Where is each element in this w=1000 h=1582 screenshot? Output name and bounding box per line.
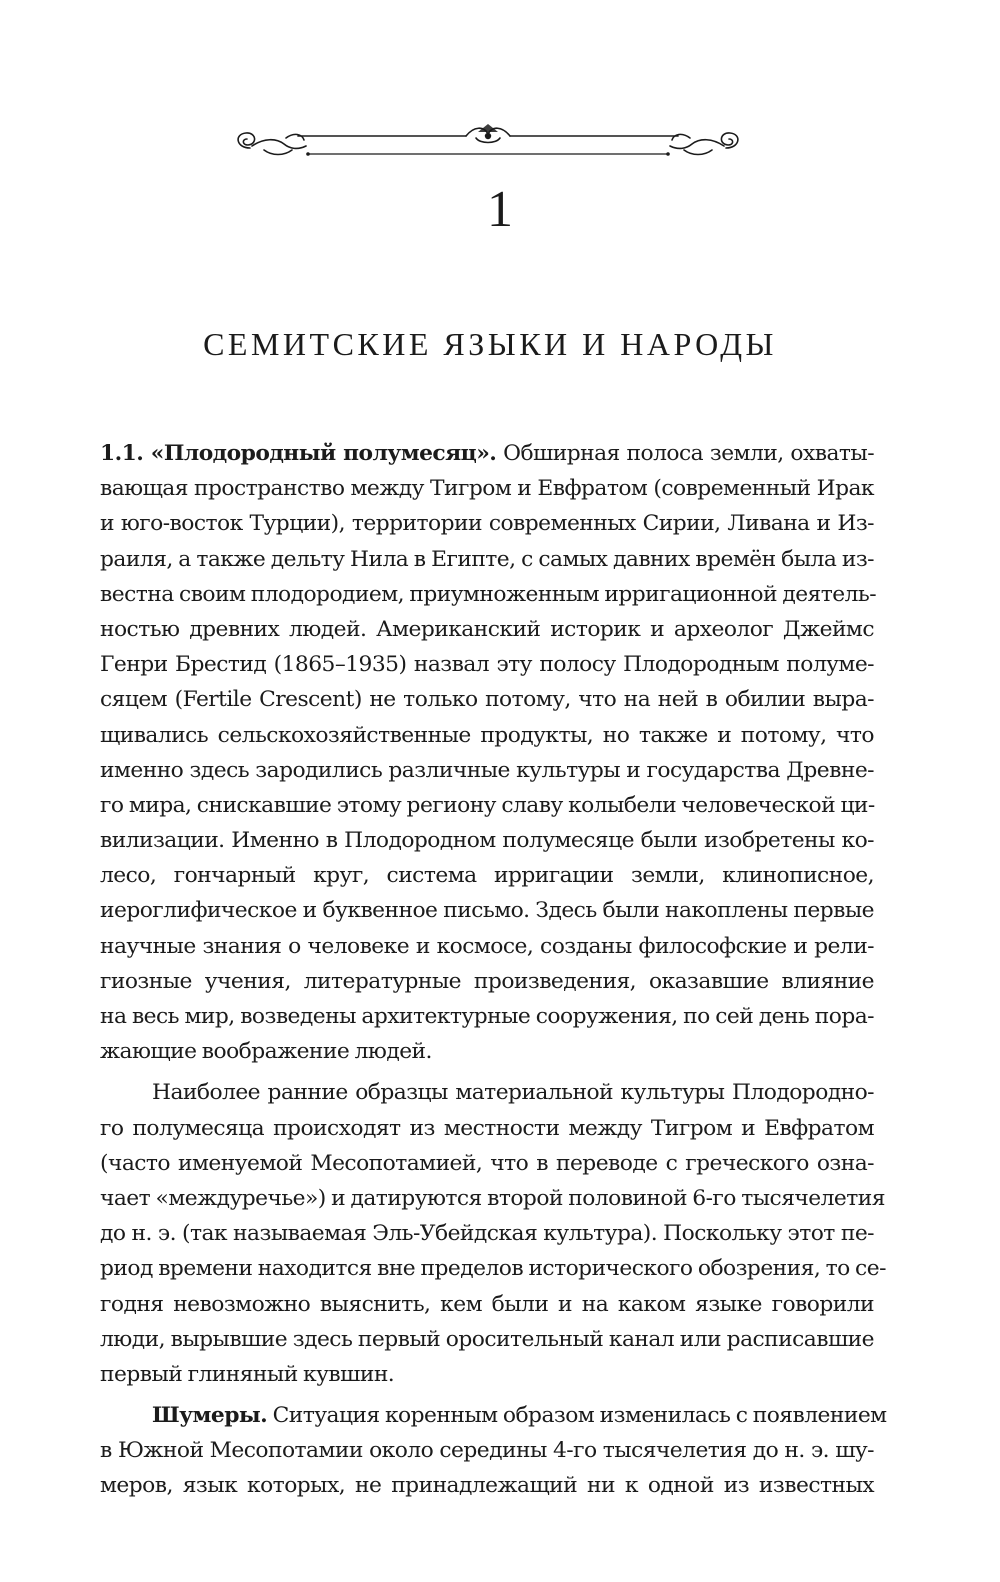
line-text: гиозные учения, литературные произведения, оказавшие влияние [100, 968, 874, 994]
line-text: меров, язык которых, не принадлежащий ни к одной из известных [100, 1473, 874, 1499]
text-line [100, 718, 874, 753]
text-line [100, 1322, 874, 1357]
line-text: и юго-восток Турции), территории современных Сирии, Ливана и Из- [100, 511, 874, 537]
text-line [100, 1034, 874, 1069]
text-line [100, 1216, 874, 1251]
line-text: го мира, снискавшие этому региону славу колыбели человеческой ци- [100, 792, 875, 818]
line-text: Генри Брестид (1865–1935) назвал эту полосу Плодородным полуме- [100, 652, 874, 678]
chapter-title: СЕМИТСКИЕ ЯЗЫКИ И НАРОДЫ [203, 326, 777, 362]
line-text: годня невозможно выяснить, кем были и на каком языке говорили [100, 1291, 874, 1317]
line-text: сяцем (Fertile Crescent) не только потому, что на ней в обилии выра- [100, 687, 874, 713]
line-text: раиля, а также дельту Нила в Египте, с самых давних времён была из- [100, 546, 874, 572]
paragraph [100, 436, 877, 1069]
line-text: риод времени находится вне пределов исторического обозрения, то се- [100, 1256, 886, 1282]
line-text: лесо, гончарный круг, система ирригации земли, клинописное, [100, 863, 874, 889]
paragraph [100, 1075, 886, 1392]
text-line [100, 436, 874, 471]
text-line [100, 823, 874, 858]
line-text: на весь мир, возведены архитектурные сооружения, по сей день пора- [100, 1004, 874, 1029]
line-text: именно здесь зародились различные культуры и государства Древне- [100, 757, 874, 783]
text-line [100, 471, 874, 506]
text-line [100, 788, 874, 823]
text-line [100, 1146, 874, 1181]
text-line [100, 1357, 874, 1392]
text-line [100, 1181, 885, 1216]
line-text: го полумесяца происходят из местности между Тигром и Евфратом [100, 1115, 874, 1141]
text-line [100, 1398, 887, 1433]
text-line [100, 753, 874, 788]
line-text: люди, вырывшие здесь первый оросительный канал или расписавшие [100, 1326, 874, 1352]
text-line [100, 682, 874, 717]
line-text: Ситуация коренным образом изменилась с появлением [267, 1403, 887, 1429]
text-line [100, 1433, 874, 1468]
line-text: жающие воображение людей. [100, 1039, 432, 1065]
text-line [100, 1468, 874, 1503]
line-text: Обширная полоса земли, охваты- [496, 441, 875, 466]
line-text: иероглифическое и буквенное письмо. Здесь были накоплены первые [100, 898, 874, 924]
paragraph [100, 1398, 887, 1504]
line-text: ностью древних людей. Американский историк и археолог Джеймс [100, 616, 874, 642]
line-text: щивались сельскохозяйственные продукты, но также и потому, что [100, 722, 874, 748]
text-line [100, 506, 874, 541]
text-line [100, 647, 874, 682]
line-text: научные знания о человеке и космосе, созданы философские и рели- [100, 933, 874, 959]
text-line [100, 893, 874, 928]
line-text: первый глиняный кувшин. [100, 1361, 395, 1387]
text-line [100, 964, 874, 999]
scroll-ornament-icon [228, 124, 748, 168]
line-text: до н. э. (так называемая Эль-Убейдская культура). Поскольку этот пе- [100, 1221, 874, 1247]
text-line [100, 577, 877, 612]
text-line [100, 542, 874, 577]
line-text: в Южной Месопотамии около середины 4-го тысячелетия до н. э. шу- [100, 1438, 874, 1464]
text-line [100, 1287, 874, 1322]
line-text: вающая пространство между Тигром и Евфратом (современный Ирак [100, 476, 874, 502]
line-text: вестна своим плодородием, приумноженным ирригационной деятель- [100, 581, 877, 607]
line-text: чает «междуречье») и датируются второй половиной 6-го тысячелетия [100, 1185, 885, 1211]
line-text: Наиболее ранние образцы материальной культуры Плодородно- [152, 1080, 874, 1106]
text-line [100, 612, 874, 647]
text-line [100, 1111, 874, 1146]
paragraph-lead: Шумеры. [152, 1403, 268, 1429]
body-text [100, 436, 887, 1510]
line-text: (часто именуемой Месопотамией, что в переводе с греческого озна- [100, 1150, 874, 1176]
text-line [100, 858, 874, 893]
text-line [100, 929, 874, 964]
text-line [100, 1251, 886, 1286]
line-text: вилизации. Именно в Плодородном полумесяце были изобретены ко- [100, 828, 874, 854]
text-line [100, 1075, 874, 1110]
chapter-number: 1 [487, 181, 513, 238]
paragraph-lead: 1.1. «Плодородный полумесяц». [100, 441, 497, 466]
text-line [100, 999, 874, 1034]
